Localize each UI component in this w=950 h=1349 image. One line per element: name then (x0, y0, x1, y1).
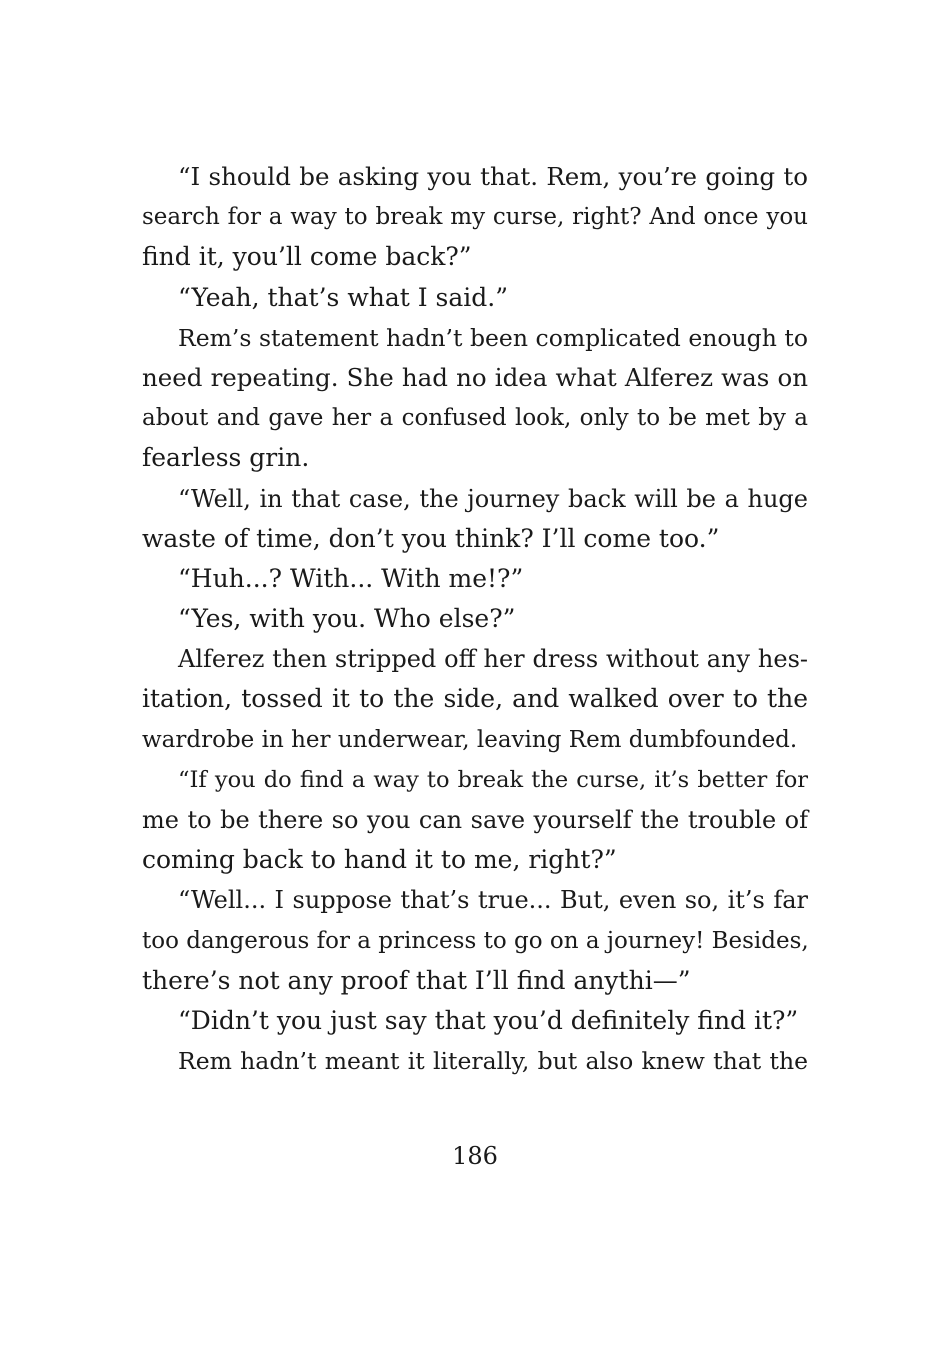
text-line: wardrobe in her underwear, leaving Rem dumbfounded. (142, 726, 798, 753)
text-line: “I should be asking you that. Rem, you’re going to (178, 162, 808, 191)
text-line: itation, tossed it to the side, and walked over to the (142, 684, 808, 714)
text-line: me to be there so you can save yourself the trouble of (142, 806, 808, 834)
text-line: “Well... I suppose that’s true... But, even so, it’s far (178, 886, 808, 915)
text-line: find it, you’ll come back?” (142, 242, 472, 272)
text-line: “Well, in that case, the journey back will be a huge (178, 484, 808, 513)
text-line: “Yeah, that’s what I said.” (178, 282, 509, 312)
text-line: search for a way to break my curse, right? And once you (142, 204, 808, 231)
text-line: need repeating. She had no idea what Alferez was on (142, 362, 808, 392)
text-line: Rem’s statement hadn’t been complicated enough to (178, 323, 808, 352)
text-line: Rem hadn’t meant it literally, but also knew that the (178, 1047, 808, 1076)
text-line: “If you do find a way to break the curse, it’s better for (178, 766, 808, 793)
text-line: fearless grin. (142, 443, 310, 473)
page-number: 186 (452, 1142, 498, 1170)
text-line: too dangerous for a princess to go on a journey! Besides, (142, 927, 809, 954)
text-line: “Huh...? With... With me!?” (178, 563, 524, 593)
text-line: waste of time, don’t you think? I’ll come too.” (142, 523, 720, 553)
body-text (142, 157, 808, 1081)
text-line: “Didn’t you just say that you’d definitely find it?” (178, 1005, 799, 1035)
text-line: about and gave her a confused look, only to be met by a (142, 405, 808, 432)
text-line: “Yes, with you. Who else?” (178, 604, 516, 634)
text-line: coming back to hand it to me, right?” (142, 845, 617, 875)
text-line: Alferez then stripped off her dress without any hes- (178, 645, 808, 674)
text-line: there’s not any proof that I’ll find anythi—” (142, 965, 691, 995)
